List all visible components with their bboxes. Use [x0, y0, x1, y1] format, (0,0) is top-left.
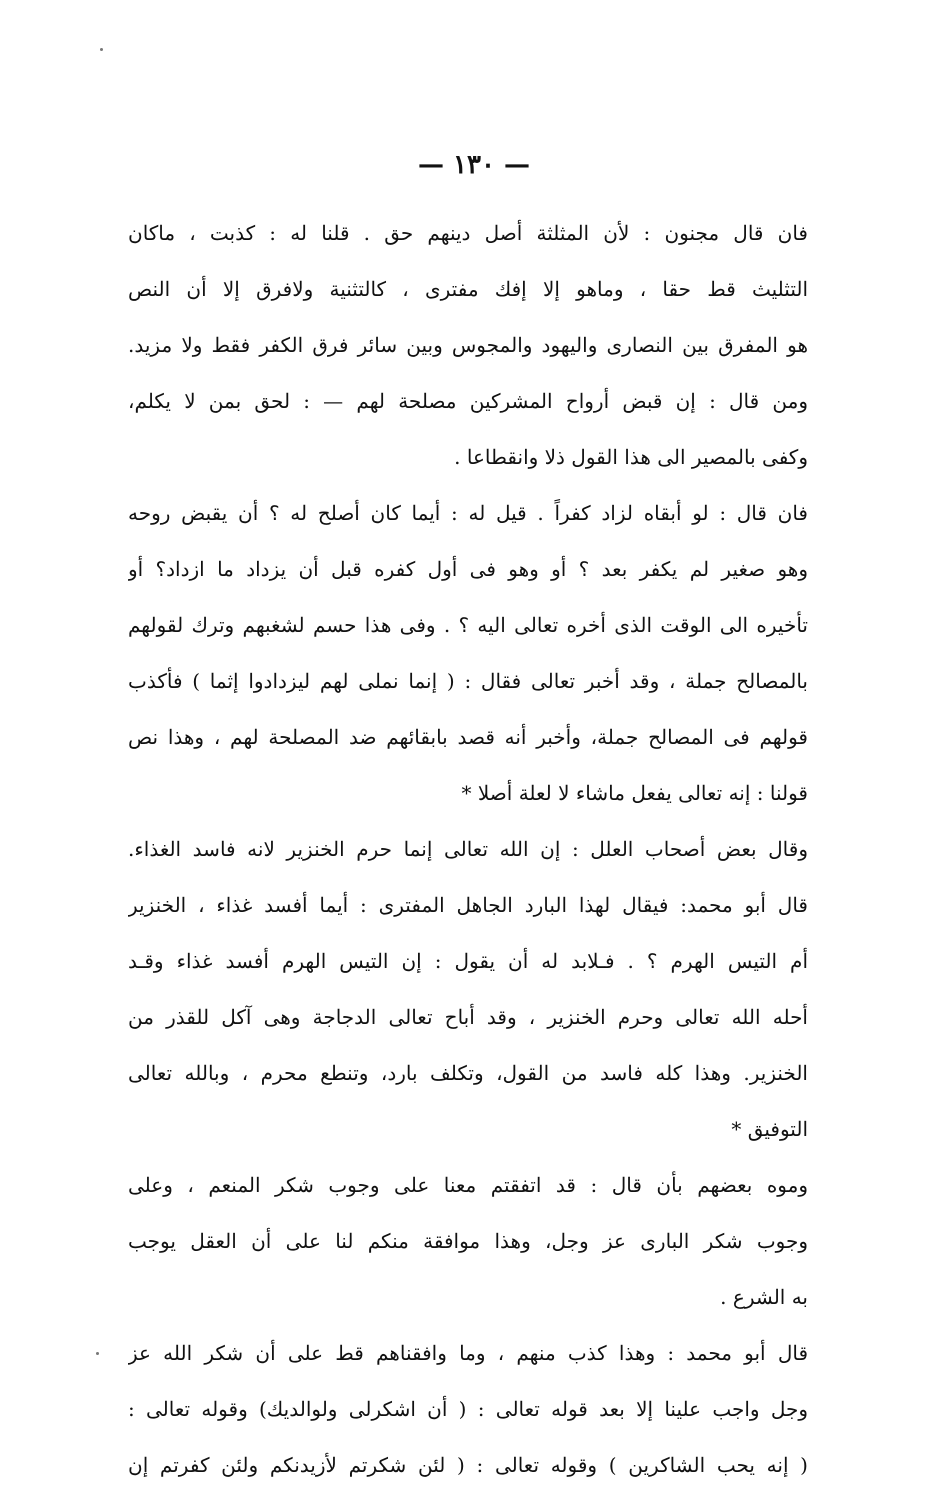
text-line: ( إنه يحب الشاكرين ) وقوله تعالى : ( لئن شكرتم لأزيدنكم ولئن كفرتم إن: [128, 1453, 808, 1477]
text-line: التثليث قط حقا ، وماهو إلا إفك مفترى ، كالتثنية ولافرق إلا أن النص: [128, 277, 808, 301]
text-line: وهو صغير لم يكفر بعد ؟ أو وهو فى أول كفره قبل أن يزداد ما ازداد؟ أو: [128, 557, 808, 581]
text-line: الخنزير. وهذا كله فاسد من القول، وتكلف بارد، وتنطع محرم ، وبالله تعالى: [128, 1061, 808, 1085]
text-line: بالمصالح جملة ، وقد أخبر تعالى فقال : ( إنما نملى لهم ليزدادوا إثما ) فأكذب: [128, 669, 808, 693]
text-line: أحله الله تعالى وحرم الخنزير ، وقد أباح تعالى الدجاجة وهى آكل للقذر من: [128, 1005, 808, 1029]
text-line: قال أبو محمد: فيقال لهذا البارد الجاهل المفترى : أيما أفسد غذاء ، الخنزير: [128, 893, 808, 917]
text-line: هو المفرق بين النصارى واليهود والمجوس وبين سائر فرق الكفر فقط ولا مزيد.: [128, 333, 808, 357]
text-line: أم التيس الهرم ؟ . فـلابد له أن يقول : إن التيس الهرم أفسد غذاء وقـد: [128, 949, 808, 973]
text-line: قولنا : إنه تعالى يفعل ماشاء لا لعلة أصلا *: [461, 781, 808, 805]
text-line: ومن قال : إن قبض أرواح المشركين مصلحة لهم — : لحق بمن لا يكلم،: [128, 389, 808, 413]
body-text: [128, 205, 808, 1493]
text-line: وجوب شكر البارى عز وجل، وهذا موافقة منكم لنا على أن العقل يوجب: [128, 1229, 808, 1253]
text-line: به الشرع .: [720, 1285, 808, 1309]
text-line: قولهم فى المصالح جملة، وأخبر أنه قصد بابقائهم ضد المصلحة لهم ، وهذا نص: [128, 725, 808, 749]
scan-speck: [100, 48, 103, 51]
page-number: — ١٣٠ —: [417, 150, 531, 180]
text-line: وموه بعضهم بأن قال : قد اتفقتم معنا على وجوب شكر المنعم ، وعلى: [128, 1173, 808, 1197]
text-line: فان قال : لو أبقاه لزاد كفراً . قيل له : أيما كان أصلح له ؟ أن يقبض روحه: [128, 501, 808, 525]
text-line: فان قال مجنون : لأن المثلثة أصل دينهم حق . قلنا له : كذبت ، ماكان: [128, 221, 808, 245]
text-line: وقال بعض أصحاب العلل : إن الله تعالى إنما حرم الخنزير لانه فاسد الغذاء.: [128, 837, 808, 861]
text-line: وجل واجب علينا إلا بعد قوله تعالى : ( أن اشكرلى ولوالديك) وقوله تعالى :: [128, 1397, 808, 1421]
text-line: تأخيره الى الوقت الذى أخره تعالى اليه ؟ . وفى هذا حسم لشغبهم وترك لقولهم: [128, 613, 808, 637]
text-line: التوفيق *: [731, 1117, 808, 1141]
text-line: وكفى بالمصير الى هذا القول ذلا وانقطاعا .: [454, 445, 808, 469]
scan-speck: [96, 1352, 99, 1355]
text-line: قال أبو محمد : وهذا كذب منهم ، وما وافقناهم قط على أن شكر الله عز: [128, 1341, 808, 1365]
